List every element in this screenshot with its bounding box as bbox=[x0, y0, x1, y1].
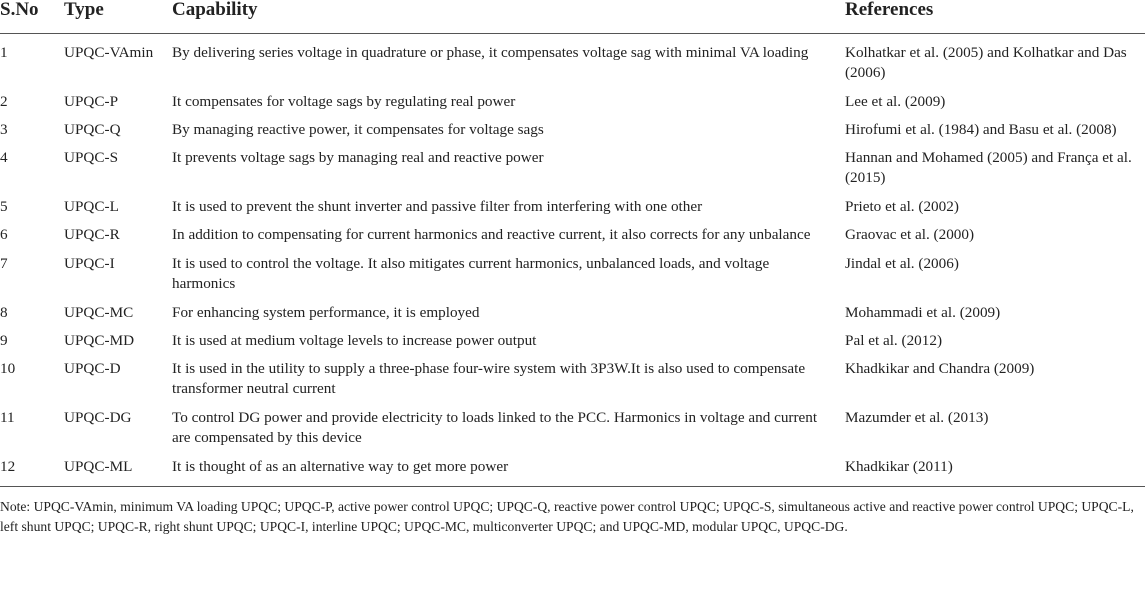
cell-type: UPQC-VAmin bbox=[64, 44, 154, 61]
cell-capability: In addition to compensating for current harmonics and reactive current, it also corrects for any unbalance bbox=[172, 226, 811, 243]
cell-type: UPQC-MD bbox=[64, 332, 135, 349]
cell-capability: For enhancing system performance, it is employed bbox=[172, 304, 480, 321]
cell-capability: To control DG power and provide electricity to loads linked to the PCC. Harmonics in voltage and current are compensated by this device bbox=[172, 409, 818, 446]
cell-type: UPQC-R bbox=[64, 226, 120, 243]
cell-sno: 4 bbox=[0, 149, 8, 166]
table-row bbox=[0, 359, 1145, 408]
cell-capability: It is thought of as an alternative way to get more power bbox=[172, 458, 509, 475]
cell-sno: 7 bbox=[0, 255, 8, 272]
cell-capability: By delivering series voltage in quadrature or phase, it compensates voltage sag with minimal VA loading bbox=[172, 44, 809, 61]
table-row bbox=[0, 92, 1145, 120]
table-footnote: Note: UPQC-VAmin, minimum VA loading UPQC; UPQC-P, active power control UPQC; UPQC-Q, reactive power control UPQC; UPQC-S, simultaneous active and reactive power control UPQC; UPQC-L, left shunt UPQC; UPQC-R, right shunt UPQC; UPQC-I, interline UPQC; UPQC-MC, multiconverter UPQC; and UPQC-MD, modular UPQC, UPQC-DG. bbox=[0, 499, 1134, 534]
header-references: References bbox=[845, 0, 934, 20]
cell-references: Hirofumi et al. (1984) and Basu et al. (2008) bbox=[845, 121, 1117, 138]
cell-sno: 3 bbox=[0, 121, 8, 138]
cell-references: Lee et al. (2009) bbox=[845, 93, 946, 110]
cell-sno: 10 bbox=[0, 360, 16, 377]
cell-sno: 9 bbox=[0, 332, 8, 349]
cell-type: UPQC-P bbox=[64, 93, 119, 110]
table-row bbox=[0, 120, 1145, 148]
table-row bbox=[0, 197, 1145, 225]
cell-references: Graovac et al. (2000) bbox=[845, 226, 975, 243]
header-sno: S.No bbox=[0, 0, 39, 20]
cell-sno: 12 bbox=[0, 458, 16, 475]
cell-sno: 2 bbox=[0, 93, 8, 110]
cell-sno: 5 bbox=[0, 198, 8, 215]
cell-capability: It is used to prevent the shunt inverter and passive filter from interfering with one other bbox=[172, 198, 703, 215]
cell-capability: It compensates for voltage sags by regulating real power bbox=[172, 93, 516, 110]
header-type: Type bbox=[64, 0, 104, 20]
cell-type: UPQC-DG bbox=[64, 409, 132, 426]
cell-type: UPQC-D bbox=[64, 360, 121, 377]
cell-capability: It prevents voltage sags by managing real and reactive power bbox=[172, 149, 544, 166]
table-row bbox=[0, 457, 1145, 487]
cell-references: Kolhatkar et al. (2005) and Kolhatkar and Das (2006) bbox=[845, 44, 1127, 81]
cell-capability: By managing reactive power, it compensates for voltage sags bbox=[172, 121, 544, 138]
table-row bbox=[0, 303, 1145, 331]
cell-capability: It is used at medium voltage levels to increase power output bbox=[172, 332, 537, 349]
cell-sno: 6 bbox=[0, 226, 8, 243]
cell-type: UPQC-L bbox=[64, 198, 119, 215]
table-row bbox=[0, 225, 1145, 254]
cell-references: Jindal et al. (2006) bbox=[845, 255, 959, 272]
table-row bbox=[0, 254, 1145, 303]
cell-references: Mazumder et al. (2013) bbox=[845, 409, 989, 426]
cell-capability: It is used in the utility to supply a three-phase four-wire system with 3P3W.It is also used to compensate transformer neutral current bbox=[172, 360, 806, 397]
cell-references: Khadkikar (2011) bbox=[845, 458, 953, 475]
table-header-row bbox=[0, 0, 1145, 34]
cell-capability: It is used to control the voltage. It also mitigates current harmonics, unbalanced loads, and voltage harmonics bbox=[172, 255, 770, 292]
header-capability: Capability bbox=[172, 0, 258, 20]
cell-sno: 11 bbox=[0, 409, 15, 426]
cell-type: UPQC-ML bbox=[64, 458, 133, 475]
cell-type: UPQC-S bbox=[64, 149, 119, 166]
cell-references: Mohammadi et al. (2009) bbox=[845, 304, 1001, 321]
cell-sno: 8 bbox=[0, 304, 8, 321]
table-row bbox=[0, 331, 1145, 359]
table-row bbox=[0, 34, 1145, 93]
cell-type: UPQC-MC bbox=[64, 304, 134, 321]
cell-references: Pal et al. (2012) bbox=[845, 332, 943, 349]
table-row bbox=[0, 148, 1145, 197]
cell-references: Hannan and Mohamed (2005) and França et al. (2015) bbox=[845, 149, 1132, 186]
cell-type: UPQC-I bbox=[64, 255, 115, 272]
cell-type: UPQC-Q bbox=[64, 121, 121, 138]
table-row bbox=[0, 408, 1145, 457]
cell-sno: 1 bbox=[0, 44, 8, 61]
cell-references: Prieto et al. (2002) bbox=[845, 198, 959, 215]
cell-references: Khadkikar and Chandra (2009) bbox=[845, 360, 1035, 377]
